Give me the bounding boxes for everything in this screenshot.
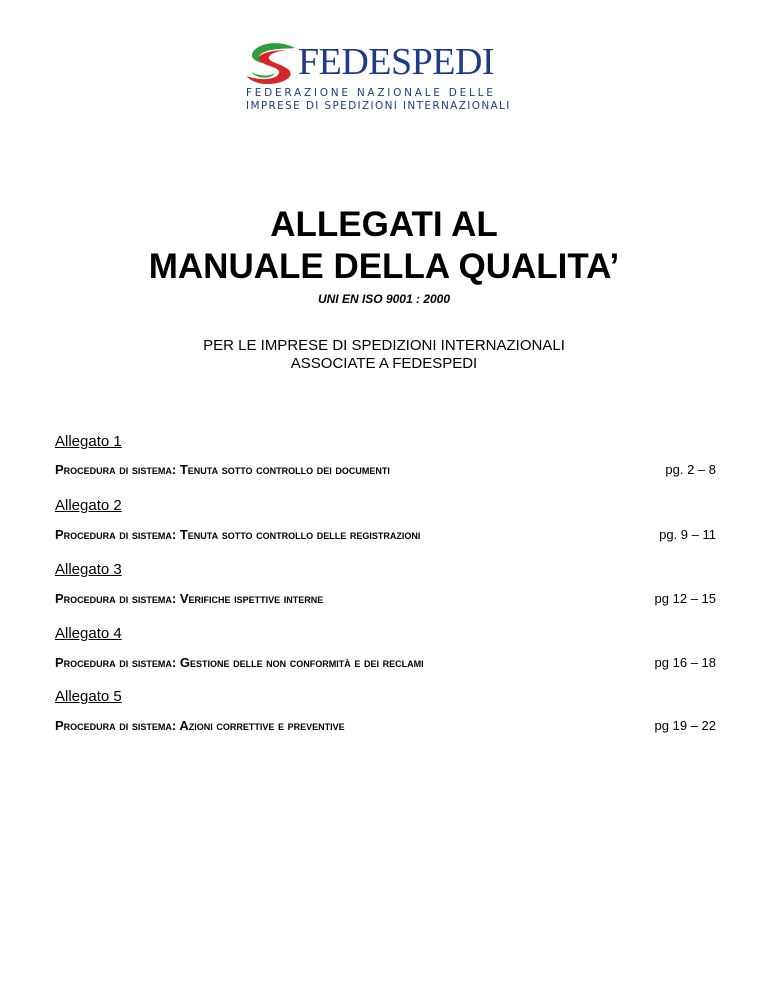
fedespedi-swoosh-icon bbox=[245, 42, 301, 86]
intro-line2: ASSOCIATE A FEDESPEDI bbox=[290, 355, 478, 372]
attachment-label: Allegato 3 bbox=[55, 561, 122, 578]
attachment-pages: pg 16 – 18 bbox=[654, 655, 716, 670]
attachment-pages: pg 19 – 22 bbox=[654, 718, 716, 733]
attachment-label: Allegato 1 bbox=[55, 433, 122, 450]
attachment-pages: pg. 9 – 11 bbox=[659, 527, 716, 542]
logo-subtitle-line2: IMPRESE DI SPEDIZIONI INTERNAZIONALI bbox=[246, 100, 511, 112]
attachment-pages: pg. 2 – 8 bbox=[665, 462, 716, 477]
attachment-title: Procedura di sistema: Gestione delle non conformità e dei reclami bbox=[55, 655, 424, 670]
attachment-title: Procedura di sistema: Tenuta sotto controllo dei documenti bbox=[55, 462, 390, 477]
document-title-line1: ALLEGATI AL bbox=[270, 205, 498, 244]
iso-standard: UNI EN ISO 9001 : 2000 bbox=[317, 292, 451, 306]
attachment-pages: pg 12 – 15 bbox=[654, 591, 716, 606]
intro-line1: PER LE IMPRESE DI SPEDIZIONI INTERNAZIONALI bbox=[203, 337, 565, 354]
attachment-title: Procedura di sistema: Tenuta sotto controllo delle registrazioni bbox=[55, 527, 421, 542]
document-title-line2: MANUALE DELLA QUALITA’ bbox=[148, 247, 620, 286]
logo-wordmark: FEDESPEDI bbox=[298, 41, 495, 83]
attachment-label: Allegato 2 bbox=[55, 497, 122, 514]
attachment-label: Allegato 4 bbox=[55, 625, 122, 642]
logo-subtitle-line1: FEDERAZIONE NAZIONALE DELLE bbox=[246, 87, 496, 99]
attachment-label: Allegato 5 bbox=[55, 688, 122, 705]
attachment-title: Procedura di sistema: Azioni correttive e preventive bbox=[55, 718, 345, 733]
fedespedi-logo bbox=[245, 42, 545, 122]
attachment-title: Procedura di sistema: Verifiche ispettive interne bbox=[55, 591, 324, 606]
